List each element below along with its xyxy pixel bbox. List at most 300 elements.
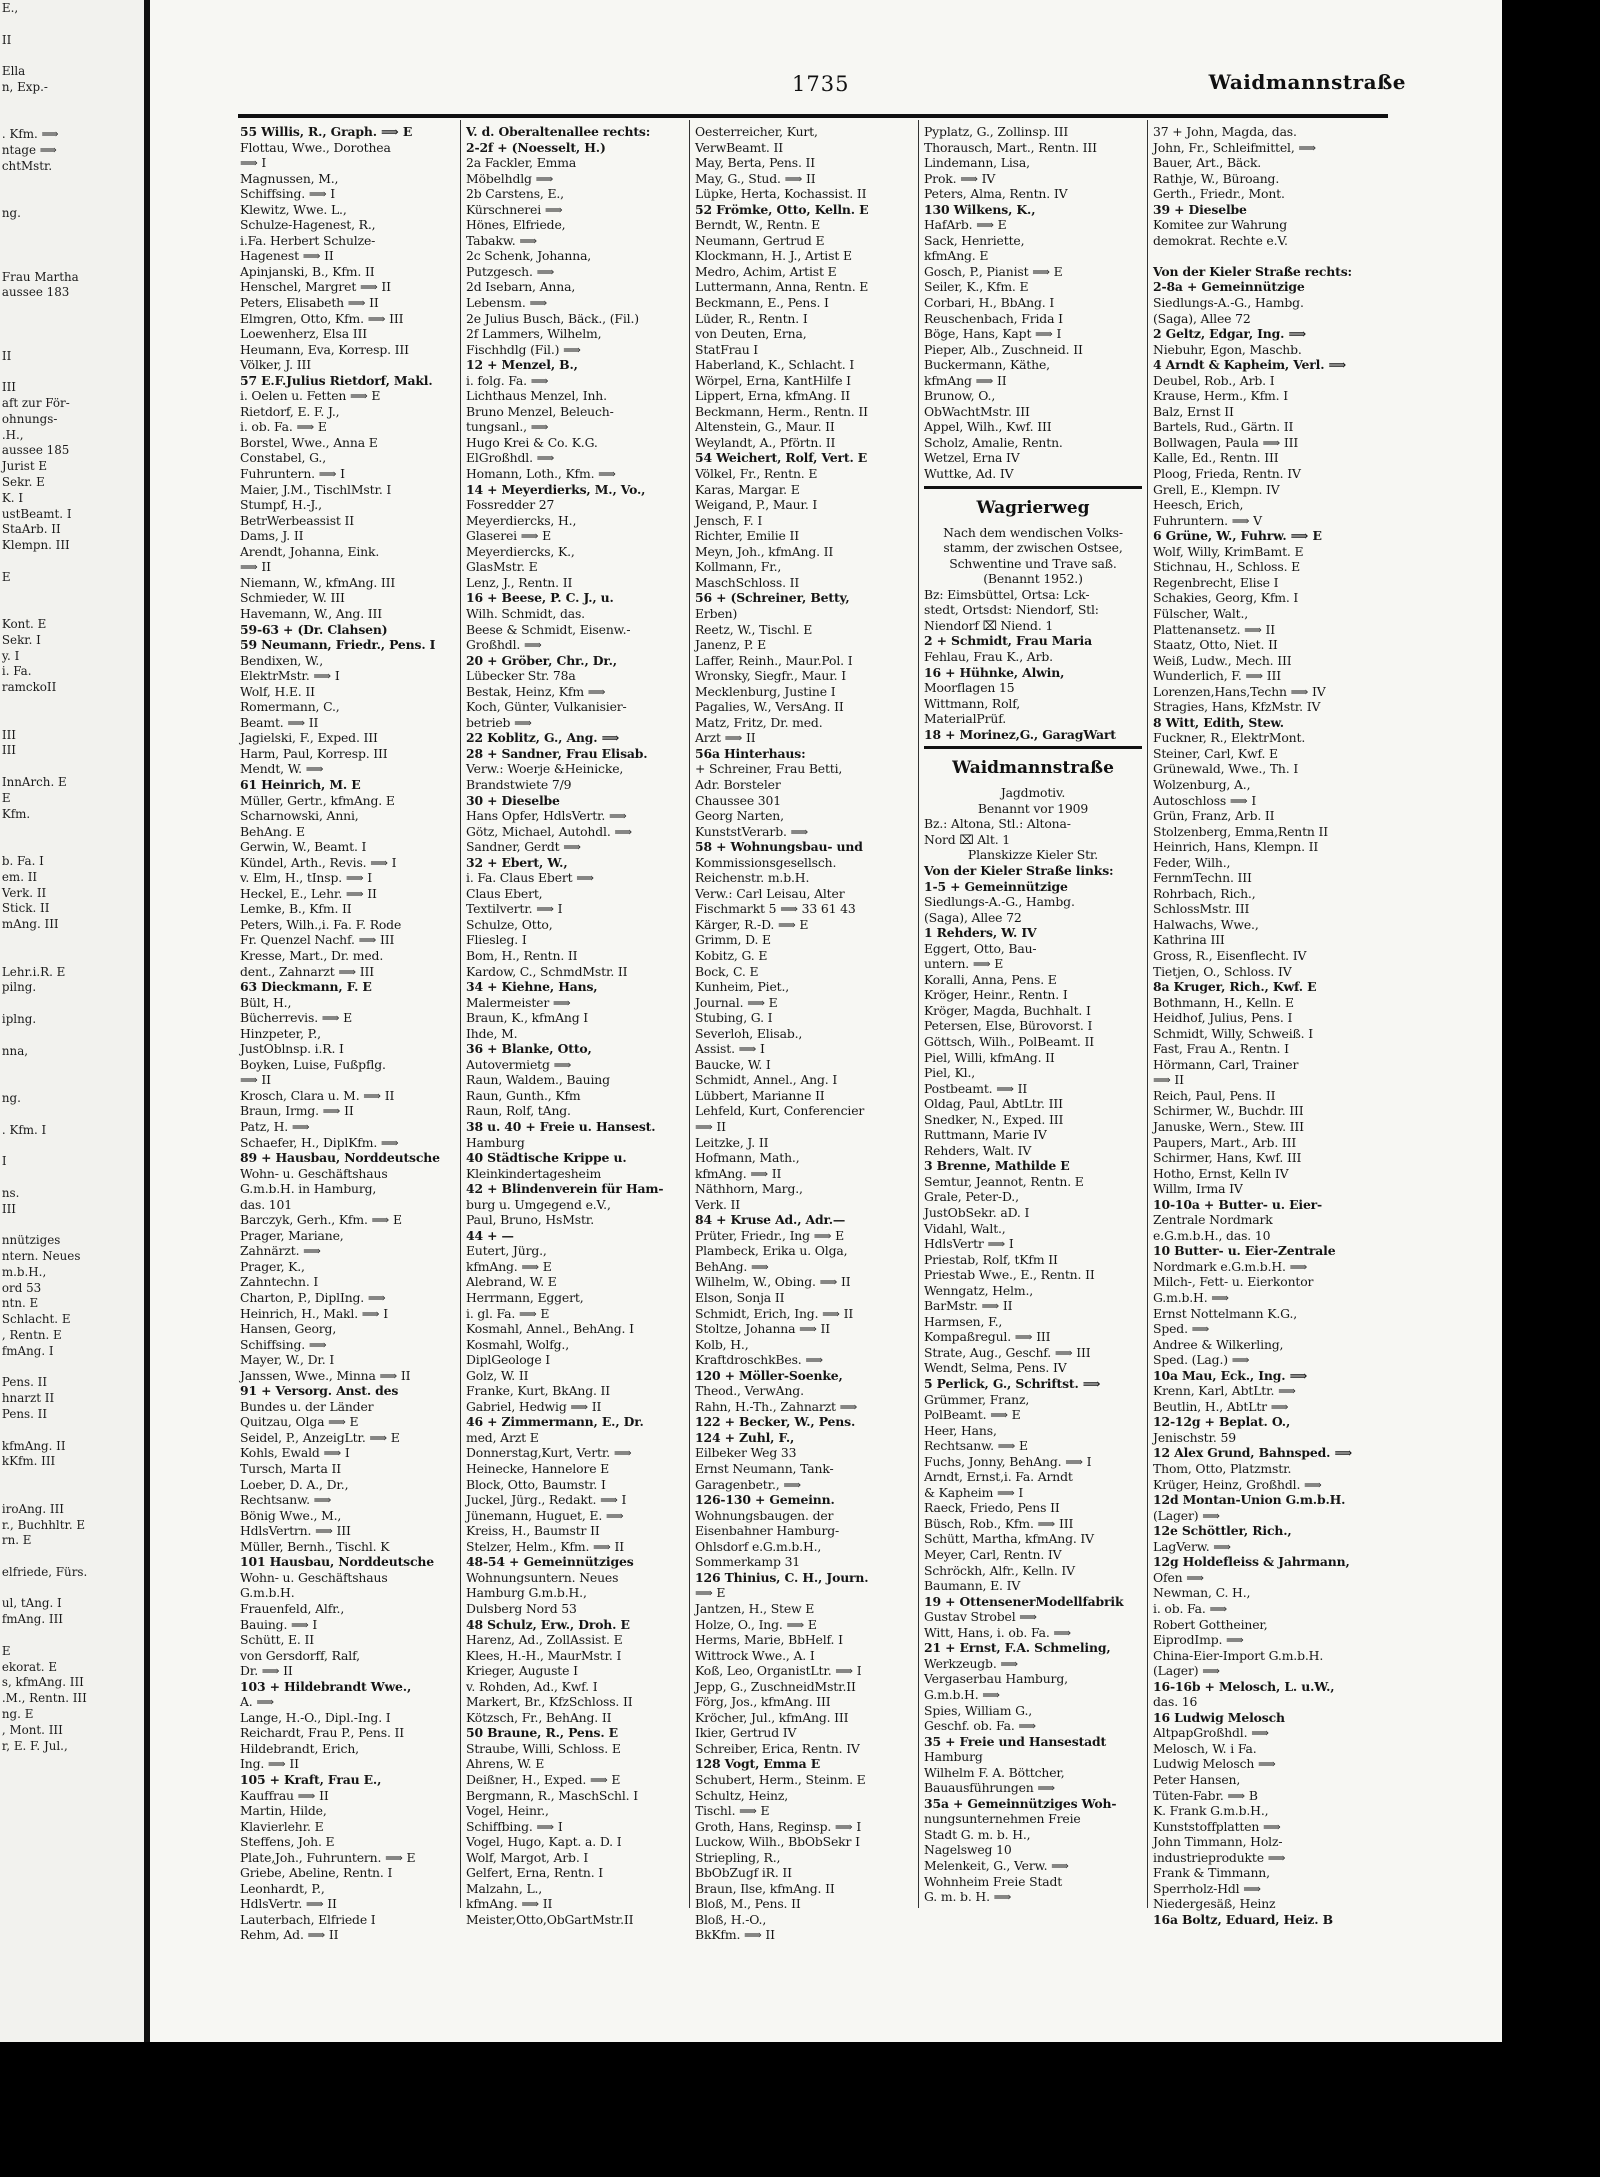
house-number-entry: 105 + Kraft, Frau E., [240, 1771, 382, 1787]
resident-entry: Steffens, Joh. E [240, 1834, 335, 1850]
resident-entry: Prok. ⟹ IV [924, 170, 996, 186]
resident-entry: SchlossMstr. III [1153, 901, 1250, 917]
resident-entry: Niendorf ⌧ Niend. 1 [924, 617, 1054, 633]
resident-entry: Kötzsch, Fr., BehAng. II [466, 1709, 612, 1725]
resident-entry: Heer, Hans, [924, 1422, 997, 1438]
house-number-entry: 48 Schulz, Erw., Droh. E [466, 1616, 630, 1632]
house-number-entry: 101 Hausbau, Norddeutsche [240, 1554, 434, 1570]
resident-entry: Kunststoffplatten ⟹ [1153, 1818, 1281, 1834]
resident-entry: Grünewald, Wwe., Th. I [1153, 761, 1299, 777]
strip-line [0, 95, 137, 111]
strip-line [0, 253, 137, 269]
strip-line: Ella [1, 63, 26, 79]
strip-line [0, 837, 137, 853]
resident-entry: Lauterbach, Elfriede I [240, 1911, 376, 1927]
resident-entry: Arndt, Ernst,i. Fa. Arndt [924, 1469, 1073, 1485]
resident-entry: Weigand, P., Maur. I [695, 497, 818, 513]
resident-entry: Weylandt, A., Pförtn. II [695, 434, 836, 450]
resident-entry: Bücherrevis. ⟹ E [240, 1010, 353, 1026]
house-number-entry: 28 + Sandner, Frau Elisab. [466, 745, 648, 761]
resident-entry: nungsunternehmen Freie [924, 1811, 1081, 1827]
strip-line: , Mont. III [1, 1721, 63, 1737]
resident-entry: Beckmann, E., Pens. I [695, 295, 829, 311]
resident-entry: Jagdmotiv. [1000, 785, 1066, 801]
strip-line: ekorat. E [1, 1658, 58, 1674]
resident-entry: Plattenansetz. ⟹ II [1153, 621, 1276, 637]
strip-line: III [1, 1200, 16, 1216]
house-number-entry: 12g Holdefleiss & Jahrmann, [1153, 1554, 1350, 1570]
resident-entry: v. Rohden, Ad., Kwf. I [466, 1678, 598, 1694]
resident-entry: Heidhof, Julius, Pens. I [1153, 1010, 1293, 1026]
resident-entry: Mecklenburg, Justine I [695, 683, 836, 699]
resident-entry: JustOblnsp. i.R. I [240, 1041, 344, 1057]
strip-line: E [1, 1642, 11, 1658]
strip-line: . Kfm. ⟹ [1, 126, 59, 142]
resident-entry: Nagelsweg 10 [924, 1842, 1012, 1858]
resident-entry: Vidahl, Walt., [924, 1220, 1006, 1236]
resident-entry: Förg, Jos., kfmAng. III [695, 1694, 831, 1710]
strip-line: ramckoII [1, 679, 57, 695]
directory-column-3 [695, 124, 913, 1943]
strip-line: Lehr.i.R. E [1, 963, 66, 979]
resident-entry: G.m.b.H. ⟹ [1153, 1290, 1229, 1306]
resident-entry: Gosch, P., Pianist ⟹ E [924, 263, 1063, 279]
resident-entry: Lemke, B., Kfm. II [240, 901, 352, 917]
column-divider [689, 120, 690, 1908]
resident-entry: Nach dem wendischen Volks- [943, 524, 1123, 540]
resident-entry: demokrat. Rechte e.V. [1153, 232, 1288, 248]
resident-entry: Meyerdiercks, H., [466, 512, 577, 528]
resident-entry: Lehfeld, Kurt, Conferencier [695, 1103, 865, 1119]
house-number-entry: 89 + Hausbau, Norddeutsche [240, 1150, 440, 1166]
strip-line: K. I [1, 489, 24, 505]
resident-entry: ⟹ II [240, 1072, 271, 1088]
resident-entry: Boyken, Luise, Fußpflg. [240, 1056, 386, 1072]
resident-entry: Oesterreicher, Kurt, [695, 124, 818, 139]
resident-entry: Leonhardt, P., [240, 1880, 325, 1896]
resident-entry: med, Arzt E [466, 1429, 539, 1445]
resident-entry: Großhdl. ⟹ [466, 637, 542, 653]
resident-entry: 2c Schenk, Johanna, [466, 248, 592, 264]
resident-entry: Plambeck, Erika u. Olga, [695, 1243, 848, 1259]
resident-entry: 2a Fackler, Emma [466, 155, 577, 171]
strip-line: Schlacht. E [1, 1311, 71, 1327]
resident-entry: Reichenstr. m.b.H. [695, 870, 810, 886]
resident-entry: Kleinkindertagesheim [466, 1165, 602, 1181]
resident-entry: Dams, J. II [240, 528, 304, 544]
facing-page-strip [0, 0, 150, 2042]
resident-entry: Loewenherz, Elsa III [240, 326, 367, 342]
strip-line: E [1, 568, 11, 584]
resident-entry: Wohn- u. Geschäftshaus [240, 1569, 388, 1585]
resident-entry: KraftdroschkBes. ⟹ [695, 1352, 823, 1368]
resident-entry: Alebrand, W. E [466, 1274, 557, 1290]
resident-entry: Stelzer, Helm., Kfm. ⟹ II [466, 1538, 624, 1554]
resident-entry: Verk. II [695, 1196, 741, 1212]
resident-entry: Groth, Hans, Reginsp. ⟹ I [695, 1818, 862, 1834]
resident-entry: von Gersdorff, Ralf, [240, 1647, 360, 1663]
resident-entry: Sped. ⟹ [1153, 1321, 1210, 1337]
resident-entry: Kärger, R.-D. ⟹ E [695, 916, 809, 932]
strip-line [0, 316, 137, 332]
resident-entry: Kündel, Arth., Revis. ⟹ I [240, 854, 397, 870]
resident-entry: Lippert, Erna, kfmAng. II [695, 388, 850, 404]
strip-line: E [1, 789, 11, 805]
resident-entry: Kröger, Heinr., Rentn. I [924, 987, 1068, 1003]
resident-entry: Kompaßregul. ⟹ III [924, 1329, 1051, 1345]
resident-entry: Jepp, G., ZuschneidMstr.II [695, 1678, 856, 1694]
resident-entry: Meyerdiercks, K., [466, 543, 575, 559]
resident-entry: Ruttmann, Marie IV [924, 1127, 1047, 1143]
resident-entry: Wilhelm, W., Obing. ⟹ II [695, 1274, 851, 1290]
resident-entry: Bauausführungen ⟹ [924, 1780, 1056, 1796]
resident-entry: Martin, Hilde, [240, 1803, 327, 1819]
resident-entry: Witt, Hans, i. ob. Fa. ⟹ [924, 1624, 1072, 1640]
resident-entry: Bloß, M., Pens. II [695, 1896, 801, 1912]
resident-entry: Stoltze, Johanna ⟹ II [695, 1321, 831, 1337]
strip-line: kKfm. III [1, 1453, 56, 1469]
house-number-entry: 56 + (Schreiner, Betty, [695, 590, 850, 606]
resident-entry: Niebuhr, Egon, Maschb. [1153, 341, 1302, 357]
resident-entry: Rechtsanw. ⟹ [240, 1492, 332, 1508]
strip-line [0, 995, 137, 1011]
resident-entry: Bauer, Art., Bäck. [1153, 155, 1262, 171]
resident-entry: Maier, J.M., TischlMstr. I [240, 481, 392, 497]
resident-entry: Petersen, Else, Bürovorst. I [924, 1018, 1093, 1034]
resident-entry: Vergaserbau Hamburg, [924, 1671, 1068, 1687]
resident-entry: Verw.: Carl Leisau, Alter [695, 885, 845, 901]
strip-line: mAng. III [1, 916, 59, 932]
directory-column-5 [1153, 124, 1371, 1927]
strip-line [0, 1485, 137, 1501]
resident-entry: kfmAng. ⟹ II [695, 1165, 782, 1181]
resident-entry: industrieprodukte ⟹ [1153, 1849, 1286, 1865]
house-number-entry: 52 Frömke, Otto, Kelln. E [695, 201, 869, 217]
resident-entry: Malzahn, L., [466, 1880, 543, 1896]
resident-entry: Balz, Ernst II [1153, 403, 1234, 419]
resident-entry: Karas, Margar. E [695, 481, 800, 497]
house-number-entry: 39 + Dieselbe [1153, 201, 1247, 217]
resident-entry: Lange, H.-O., Dipl.-Ing. I [240, 1709, 391, 1725]
resident-entry: i. ob. Fa. ⟹ [1153, 1600, 1228, 1616]
strip-line: em. II [1, 868, 38, 884]
house-number-entry: 35a + Gemeinnütziges Woh- [924, 1795, 1117, 1811]
resident-entry: Gerwin, W., Beamt. I [240, 839, 367, 855]
resident-entry: Fuckner, R., ElektrMont. [1153, 730, 1306, 746]
resident-entry: Ikier, Gertrud IV [695, 1725, 797, 1741]
column-divider [918, 120, 919, 1908]
resident-entry: + Schreiner, Frau Betti, [695, 761, 843, 777]
page-number: 1735 [792, 72, 850, 96]
house-number-entry: 10-10a + Butter- u. Eier- [1153, 1196, 1323, 1212]
strip-line: Stick. II [1, 900, 50, 916]
resident-entry: Mendt, W. ⟹ [240, 761, 324, 777]
resident-entry: Beutlin, H., AbtLtr ⟹ [1153, 1398, 1289, 1414]
resident-entry: Rahn, H.-Th., Zahnarzt ⟹ [695, 1398, 858, 1414]
directory-column-2 [466, 124, 684, 1927]
resident-entry: Matz, Fritz, Dr. med. [695, 714, 823, 730]
resident-entry: Tüten-Fabr. ⟹ B [1153, 1787, 1258, 1803]
resident-entry: Elmgren, Otto, Kfm. ⟹ III [240, 310, 404, 326]
resident-entry: Erben) [695, 605, 738, 621]
strip-line [0, 1580, 137, 1596]
house-number-entry: 91 + Versorg. Anst. des [240, 1383, 399, 1399]
resident-entry: Juckel, Jürg., Redakt. ⟹ I [466, 1492, 627, 1508]
page-header [234, 62, 1406, 98]
resident-entry: Golz, W. II [466, 1367, 529, 1383]
resident-entry: ⟹ I [240, 155, 267, 171]
house-number-entry: Von der Kieler Straße links: [924, 862, 1114, 878]
resident-entry: Geschf. ob. Fa. ⟹ [924, 1718, 1037, 1734]
house-number-entry: 59 Neumann, Friedr., Pens. I [240, 637, 436, 653]
house-number-entry: 8 Witt, Edith, Stew. [1153, 714, 1284, 730]
resident-entry: Wohnungsbaugen. der [695, 1507, 834, 1523]
resident-entry: ObWachtMstr. III [924, 403, 1030, 419]
resident-entry: Scharnowski, Anni, [240, 808, 359, 824]
resident-entry: Snedker, N., Exped. III [924, 1111, 1064, 1127]
strip-line: i. Fa. [1, 663, 32, 679]
resident-entry: Plate,Joh., Fuhruntern. ⟹ E [240, 1849, 416, 1865]
strip-line: ustBeamt. I [1, 505, 72, 521]
resident-entry: Havemann, W., Ang. III [240, 605, 383, 621]
resident-entry: Bundes u. der Länder [240, 1398, 374, 1414]
strip-line: kfmAng. II [1, 1437, 66, 1453]
resident-entry: Wohnheim Freie Stadt [924, 1873, 1063, 1889]
resident-entry: Schulze-Hagenest, R., [240, 217, 376, 233]
resident-entry: Romermann, C., [240, 699, 340, 715]
resident-entry: Vogel, Heinr., [466, 1803, 549, 1819]
house-number-entry: 2 Geltz, Edgar, Ing. ⟹ [1153, 326, 1307, 342]
resident-entry: HafArb. ⟹ E [924, 217, 1007, 233]
resident-entry: Schirmer, Hans, Kwf. III [1153, 1150, 1302, 1166]
resident-entry: Autovermietg ⟹ [466, 1056, 572, 1072]
strip-line: Pens. II [1, 1405, 48, 1421]
resident-entry: Stubing, G. I [695, 1010, 773, 1026]
strip-line [0, 1169, 137, 1185]
resident-entry: G. m. b. H. ⟹ [924, 1889, 1012, 1905]
resident-entry: ElektrMstr. ⟹ I [240, 668, 340, 684]
resident-entry: Frauenfeld, Alfr., [240, 1600, 345, 1616]
resident-entry: Richter, Emilie II [695, 528, 800, 544]
resident-entry: Harm, Paul, Korresp. III [240, 745, 388, 761]
resident-entry: Näthhorn, Marg., [695, 1181, 803, 1197]
strip-line: aussee 183 [1, 284, 70, 300]
resident-entry: Schiffsing. ⟹ [240, 1336, 327, 1352]
house-number-entry: 18 + Morinez,G., GaragWart [924, 726, 1116, 742]
strip-line: hnarzt II [1, 1390, 55, 1406]
resident-entry: Donnerstag,Kurt, Vertr. ⟹ [466, 1445, 632, 1461]
resident-entry: BehAng. E [240, 823, 305, 839]
strip-line: StaArb. II [1, 521, 61, 537]
resident-entry: Wenngatz, Helm., [924, 1282, 1034, 1298]
resident-entry: StatFrau I [695, 341, 759, 357]
resident-entry: Hans Opfer, HdlsVertr. ⟹ [466, 808, 627, 824]
house-number-entry: 32 + Ebert, W., [466, 854, 568, 870]
resident-entry: Bz: Eimsbüttel, Ortsa: Lck- [924, 586, 1090, 602]
resident-entry: Bothmann, H., Kelln. E [1153, 994, 1294, 1010]
house-number-entry: 5 Perlick, G., Schriftst. ⟹ [924, 1376, 1101, 1392]
strip-line [0, 553, 137, 569]
resident-entry: PolBeamt. ⟹ E [924, 1407, 1021, 1423]
resident-entry: von Deuten, Erna, [695, 326, 807, 342]
house-number-entry: 16a Boltz, Eduard, Heiz. B [1153, 1911, 1333, 1927]
strip-line: rn. E [1, 1532, 32, 1548]
resident-entry: kfmAng ⟹ II [924, 372, 1007, 388]
resident-entry: Bock, C. E [695, 963, 759, 979]
house-number-entry: 12 Alex Grund, Bahnsped. ⟹ [1153, 1445, 1353, 1461]
resident-entry: Priestab Wwe., E., Rentn. II [924, 1267, 1095, 1283]
resident-entry: Beckmann, Herm., Rentn. II [695, 403, 868, 419]
running-head: Waidmannstraße [1208, 70, 1406, 94]
resident-entry: Stadt G. m. b. H., [924, 1826, 1031, 1842]
resident-entry: Griebe, Abeline, Rentn. I [240, 1865, 393, 1881]
resident-entry: ⟹ II [240, 559, 271, 575]
strip-line [0, 363, 137, 379]
resident-entry: May, G., Stud. ⟹ II [695, 170, 816, 186]
resident-entry: Stichnau, H., Schloss. E [1153, 559, 1301, 575]
resident-entry: Jensch, F. I [695, 512, 763, 528]
resident-entry: Wohnungsuntern. Neues [466, 1569, 619, 1585]
resident-entry: Spies, William G., [924, 1702, 1033, 1718]
strip-line [0, 1216, 137, 1232]
resident-entry: Braun, Ilse, kfmAng. II [695, 1880, 835, 1896]
resident-entry: Wolf, H.E. II [240, 683, 315, 699]
resident-entry: Block, Otto, Baumstr. I [466, 1476, 606, 1492]
strip-line: E., [1, 0, 19, 15]
resident-entry: G.m.b.H. ⟹ [924, 1686, 1000, 1702]
resident-entry: Lüder, R., Rentn. I [695, 310, 808, 326]
house-number-entry: 38 u. 40 + Freie u. Hansest. [466, 1119, 656, 1134]
resident-entry: Schakies, Georg, Kfm. I [1153, 590, 1299, 606]
resident-entry: Hildebrandt, Erich, [240, 1740, 359, 1756]
resident-entry: Heinrich, Hans, Klempn. II [1153, 839, 1319, 855]
resident-entry: MaterialPrüf. [924, 711, 1006, 727]
resident-entry: Schwentine und Trave saß. [949, 555, 1117, 571]
strip-line [0, 237, 137, 253]
resident-entry: Tietjen, O., Schloss. IV [1153, 963, 1292, 979]
house-number-entry: V. d. Oberaltenallee rechts: [466, 124, 651, 139]
resident-entry: kfmAng. E [924, 248, 989, 264]
resident-entry: Sandner, Gerdt ⟹ [466, 839, 581, 855]
resident-entry: Grimm, D. E [695, 932, 771, 948]
resident-entry: Fuhruntern. ⟹ V [1153, 512, 1262, 528]
resident-entry: Bergmann, R., MaschSchl. I [466, 1787, 639, 1803]
resident-entry: Tischl. ⟹ E [695, 1803, 770, 1819]
resident-entry: Hagenest ⟹ II [240, 248, 334, 264]
resident-entry: Böge, Hans, Kapt ⟹ I [924, 326, 1062, 342]
resident-entry: stedt, Ortsdst: Niendorf, Stl: [924, 602, 1099, 618]
strip-line: pilng. [1, 979, 37, 995]
house-number-entry: 10a Mau, Eck., Ing. ⟹ [1153, 1367, 1308, 1383]
resident-entry: Gabriel, Hedwig ⟹ II [466, 1398, 602, 1414]
house-number-entry: 6 Grüne, W., Fuhrw. ⟹ E [1153, 528, 1322, 544]
strip-line: nnütziges [1, 1232, 61, 1248]
strip-line: iroAng. III [1, 1500, 64, 1516]
resident-entry: Kobitz, G. E [695, 947, 768, 963]
house-number-entry: 84 + Kruse Ad., Adr.— [695, 1212, 846, 1228]
resident-entry: Chaussee 301 [695, 792, 781, 808]
house-number-entry: 10 Butter- u. Eier-Zentrale [1153, 1243, 1336, 1259]
resident-entry: Charton, P., DiplIng. ⟹ [240, 1290, 386, 1306]
resident-entry: Schmidt, Annel., Ang. I [695, 1072, 838, 1088]
strip-line: s, kfmAng. III [1, 1674, 84, 1690]
strip-line: I [1, 1153, 7, 1169]
strip-line: y. I [1, 647, 20, 663]
resident-entry: Ernst Neumann, Tank- [695, 1461, 834, 1477]
resident-entry: Niemann, W., kfmAng. III [240, 574, 396, 590]
resident-entry: Halwachs, Wwe., [1153, 916, 1259, 932]
resident-entry: ⟹ II [1153, 1072, 1184, 1088]
resident-entry: Schmieder, W. III [240, 590, 345, 606]
house-number-entry: 48-54 + Gemeinnütziges [466, 1554, 634, 1570]
resident-entry: Koch, Günter, Vulkanisier- [466, 699, 627, 715]
house-number-entry: 36 + Blanke, Otto, [466, 1041, 592, 1057]
resident-entry: Wilhelm F. A. Böttcher, [924, 1764, 1065, 1780]
strip-line: ng. [1, 1089, 21, 1105]
strip-line [0, 821, 137, 837]
resident-entry: Thom, Otto, Platzmstr. [1153, 1461, 1292, 1477]
house-number-entry: 120 + Möller-Soenke, [695, 1367, 843, 1383]
resident-entry: Verw.: Woerje &Heinicke, [466, 761, 624, 777]
resident-entry: Ploog, Frieda, Rentn. IV [1153, 466, 1301, 482]
resident-entry: ElGroßhdl. ⟹ [466, 450, 555, 466]
resident-entry: Baucke, W. I [695, 1056, 771, 1072]
strip-line: III [1, 726, 16, 742]
resident-entry: BbObZugf iR. II [695, 1865, 792, 1881]
strip-line: r., Buchhltr. E [1, 1516, 86, 1532]
resident-entry: Fast, Frau A., Rentn. I [1153, 1041, 1289, 1057]
house-number-entry: 57 E.F.Julius Rietdorf, Makl. [240, 372, 433, 388]
resident-entry: burg u. Umgegend e.V., [466, 1196, 611, 1212]
house-number-entry: 16-16b + Melosch, L. u.W., [1153, 1678, 1335, 1694]
resident-entry: K. Frank G.m.b.H., [1153, 1803, 1269, 1819]
strip-line [0, 758, 137, 774]
resident-entry: Lichthaus Menzel, Inh. [466, 388, 607, 404]
resident-entry: Benannt vor 1909 [977, 800, 1089, 816]
resident-entry: Pyplatz, G., Zollinsp. III [924, 124, 1069, 139]
resident-entry: Striepling, R., [695, 1849, 781, 1865]
resident-entry: dent., Zahnarzt ⟹ III [240, 963, 374, 979]
house-number-entry: 126-130 + Gemeinn. [695, 1492, 835, 1508]
resident-entry: Wuttke, Ad. IV [924, 466, 1014, 482]
resident-entry: Apinjanski, B., Kfm. II [240, 263, 375, 279]
resident-entry: Andree & Wilkerling, [1153, 1336, 1284, 1352]
resident-entry: Schiffsing. ⟹ I [240, 186, 335, 202]
resident-entry: Gross, R., Eisenflecht. IV [1153, 947, 1307, 963]
resident-entry: Assist. ⟹ I [695, 1041, 765, 1057]
resident-entry: Holze, O., Ing. ⟹ E [695, 1616, 817, 1632]
resident-entry: 2f Lammers, Wilhelm, [466, 326, 602, 342]
resident-entry: Lindemann, Lisa, [924, 155, 1030, 171]
resident-entry: Harmsen, F., [924, 1313, 1003, 1329]
resident-entry: Komitee zur Wahrung [1153, 217, 1288, 233]
resident-entry: Reichardt, Frau P., Pens. II [240, 1725, 405, 1741]
resident-entry: Schmidt, Erich, Ing. ⟹ II [695, 1305, 854, 1321]
resident-entry: Buckermann, Käthe, [924, 357, 1050, 373]
resident-entry: Fliesleg. I [466, 932, 527, 948]
resident-entry: Journal. ⟹ E [695, 994, 778, 1010]
strip-line: fmAng. III [1, 1611, 64, 1627]
resident-entry: Meyn, Joh., kfmAng. II [695, 543, 834, 559]
resident-entry: (Lager) ⟹ [1153, 1507, 1220, 1523]
resident-entry: Rietdorf, E. F. J., [240, 403, 340, 419]
resident-entry: Sack, Henriette, [924, 232, 1025, 248]
strip-line [0, 584, 137, 600]
resident-entry: Reuschenbach, Frida I [924, 310, 1063, 326]
house-number-entry: 16 Ludwig Melosch [1153, 1709, 1285, 1725]
resident-entry: Dulsberg Nord 53 [466, 1600, 577, 1616]
strip-line [0, 1359, 137, 1375]
